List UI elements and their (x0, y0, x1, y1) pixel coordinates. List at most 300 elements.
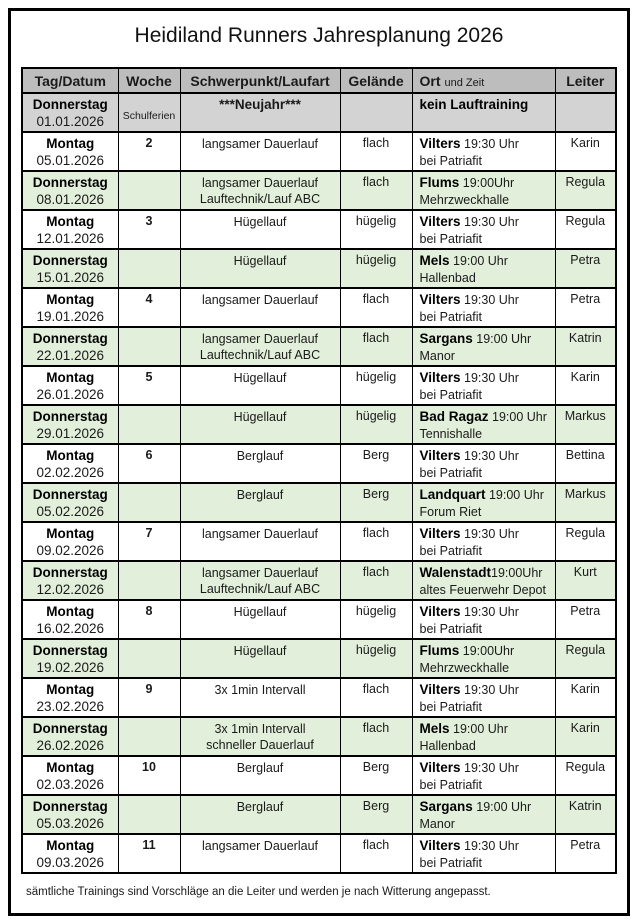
leader-cell (555, 93, 616, 132)
location-venue: bei Patriafit (419, 388, 483, 402)
terrain-label: flach (362, 721, 390, 735)
leader-label: Karin (570, 721, 600, 735)
location-cell (412, 795, 555, 834)
location-place: Vilters (419, 136, 461, 151)
page-title: Heidiland Runners Jahresplanung 2026 (134, 24, 504, 47)
day-label: Montag (46, 526, 95, 541)
leader-label: Karin (570, 370, 600, 384)
location-venue: altes Feuerwehr Depot (419, 583, 546, 597)
focus-cell (180, 249, 340, 288)
date-label: 23.02.2026 (36, 699, 105, 714)
table-row (22, 756, 616, 795)
location-cell (412, 717, 555, 756)
day-label: Donnerstag (32, 487, 108, 502)
location-venue: Hallenbad (419, 739, 476, 753)
location-line (420, 370, 552, 385)
leader-cell (555, 288, 616, 327)
day-date-cell (22, 210, 118, 249)
day-label: Montag (46, 214, 95, 229)
focus-line: langsamer Dauerlauf (201, 527, 319, 541)
focus-cell (180, 132, 340, 171)
location-place: Vilters (419, 604, 461, 619)
location-line (420, 604, 552, 619)
location-line (420, 448, 552, 463)
focus-line: langsamer Dauerlauf (201, 293, 319, 307)
location-time: 19:30 Uhr (460, 215, 519, 229)
date-label: 19.01.2026 (36, 309, 105, 324)
terrain-cell (340, 210, 412, 249)
day-date-cell (22, 288, 118, 327)
terrain-cell (340, 288, 412, 327)
location-line (420, 331, 552, 346)
leader-cell (555, 249, 616, 288)
location-place: Vilters (419, 214, 461, 229)
location-cell (412, 600, 555, 639)
week-cell (118, 93, 180, 132)
location-cell (412, 366, 555, 405)
date-label: 01.01.2026 (36, 114, 105, 129)
week-cell (118, 366, 180, 405)
leader-label: Kurt (573, 565, 597, 579)
location-time: 19:30 Uhr (460, 527, 519, 541)
focus-line: Lauftechnik/Lauf ABC (199, 582, 321, 596)
terrain-cell (340, 561, 412, 600)
col-header-ort-sub: und Zeit (444, 76, 485, 89)
location-time: 19:00Uhr (491, 566, 543, 580)
terrain-cell (340, 444, 412, 483)
day-date-cell (22, 834, 118, 873)
leader-cell (555, 405, 616, 444)
leader-cell (555, 717, 616, 756)
leader-label: Katrin (568, 799, 602, 813)
table-row (22, 327, 616, 366)
location-place: Vilters (419, 838, 461, 853)
terrain-cell (340, 405, 412, 444)
date-label: 05.02.2026 (36, 504, 105, 519)
day-date-cell (22, 522, 118, 561)
location-venue: bei Patriafit (419, 232, 483, 246)
location-venue: bei Patriafit (419, 778, 483, 792)
date-label: 19.02.2026 (36, 660, 105, 675)
location-time: 19:30 Uhr (460, 449, 519, 463)
table-row (22, 210, 616, 249)
col-header-woche: Woche (118, 68, 180, 93)
leader-cell (555, 756, 616, 795)
week-cell (118, 561, 180, 600)
day-date-cell (22, 678, 118, 717)
location-place: Sargans (419, 331, 473, 346)
day-date-cell (22, 600, 118, 639)
leader-label: Petra (570, 604, 601, 618)
terrain-label: Berg (362, 760, 390, 774)
location-line (420, 526, 552, 541)
terrain-label: flach (362, 526, 390, 540)
day-date-cell (22, 171, 118, 210)
day-date-cell (22, 561, 118, 600)
day-label: Montag (46, 292, 95, 307)
location-place: Vilters (419, 370, 461, 385)
location-venue: Mehrzweckhalle (419, 661, 510, 675)
date-label: 26.02.2026 (36, 738, 105, 753)
terrain-label: flach (362, 838, 390, 852)
focus-line: Hügellauf (233, 371, 287, 385)
location-cell (412, 756, 555, 795)
leader-cell (555, 483, 616, 522)
location-place: Flums (419, 643, 460, 658)
day-date-cell (22, 444, 118, 483)
terrain-cell (340, 171, 412, 210)
week-label: 7 (145, 526, 153, 540)
leader-label: Bettina (565, 448, 605, 462)
location-cell (412, 210, 555, 249)
location-line (420, 136, 552, 151)
terrain-cell (340, 639, 412, 678)
focus-cell (180, 288, 340, 327)
location-time: 19:00 Uhr (449, 722, 508, 736)
focus-line: Berglauf (236, 449, 284, 463)
leader-label: Karin (570, 136, 600, 150)
focus-line: langsamer Dauerlauf (201, 332, 319, 346)
focus-line: langsamer Dauerlauf (201, 566, 319, 580)
location-cell (412, 249, 555, 288)
focus-line: Berglauf (236, 761, 284, 775)
terrain-cell (340, 795, 412, 834)
date-label: 12.01.2026 (36, 231, 105, 246)
location-line (420, 682, 552, 697)
week-cell (118, 210, 180, 249)
week-cell (118, 756, 180, 795)
leader-label: Regula (565, 643, 606, 657)
focus-line: 3x 1min Intervall (214, 722, 306, 736)
header-row (22, 68, 616, 93)
location-line (420, 292, 552, 307)
table-row (22, 522, 616, 561)
location-cell (412, 93, 555, 132)
day-label: Montag (46, 760, 95, 775)
schedule-table-body (22, 93, 616, 873)
terrain-cell (340, 483, 412, 522)
location-time: 19:30 Uhr (460, 839, 519, 853)
location-line (420, 799, 552, 814)
schedule-table (21, 67, 617, 874)
week-cell (118, 639, 180, 678)
focus-cell (180, 795, 340, 834)
col-header-tag-datum: Tag/Datum (22, 68, 118, 93)
location-time: 19:30 Uhr (460, 137, 519, 151)
location-line (420, 838, 552, 853)
week-label: 10 (142, 760, 156, 774)
location-cell (412, 132, 555, 171)
focus-cell (180, 366, 340, 405)
week-cell (118, 483, 180, 522)
week-cell (118, 132, 180, 171)
leader-label: Regula (565, 214, 606, 228)
location-place: Vilters (419, 292, 461, 307)
terrain-label: Berg (362, 448, 390, 462)
week-cell (118, 834, 180, 873)
week-label: 9 (145, 682, 153, 696)
terrain-cell (340, 132, 412, 171)
focus-line: Hügellauf (233, 605, 287, 619)
leader-label: Regula (565, 526, 606, 540)
location-line (420, 214, 552, 229)
col-header-schwerpunkt: Schwerpunkt/Laufart (180, 68, 340, 93)
focus-line: Lauftechnik/Lauf ABC (199, 192, 321, 206)
day-label: Montag (46, 448, 95, 463)
table-row (22, 93, 616, 132)
col-header-gelaende: Gelände (340, 68, 412, 93)
week-label: 11 (142, 838, 156, 852)
location-time: 19:30 Uhr (460, 761, 519, 775)
location-cell (412, 522, 555, 561)
terrain-label: flach (362, 175, 390, 189)
leader-label: Karin (570, 682, 600, 696)
day-date-cell (22, 93, 118, 132)
terrain-cell (340, 327, 412, 366)
location-line (420, 565, 552, 580)
focus-cell (180, 756, 340, 795)
week-cell (118, 327, 180, 366)
focus-cell (180, 171, 340, 210)
day-label: Donnerstag (32, 799, 108, 814)
terrain-label: flach (362, 565, 390, 579)
table-row (22, 834, 616, 873)
location-line (420, 643, 552, 658)
focus-cell (180, 93, 340, 132)
location-time: 19:00 Uhr (488, 410, 547, 424)
location-time: 19:00 Uhr (449, 254, 508, 268)
location-line (420, 760, 552, 775)
date-label: 29.01.2026 (36, 426, 105, 441)
terrain-cell (340, 756, 412, 795)
location-place: Vilters (419, 448, 461, 463)
location-line (420, 409, 552, 424)
leader-cell (555, 210, 616, 249)
terrain-cell (340, 93, 412, 132)
location-venue: bei Patriafit (419, 154, 483, 168)
focus-line: Lauftechnik/Lauf ABC (199, 348, 321, 362)
terrain-label: hügelig (355, 370, 397, 384)
location-cell (412, 288, 555, 327)
week-cell (118, 522, 180, 561)
location-cell (412, 678, 555, 717)
location-place: Sargans (419, 799, 473, 814)
terrain-label: Berg (362, 487, 390, 501)
focus-line: schneller Dauerlauf (206, 738, 314, 752)
week-label: 6 (145, 448, 153, 462)
focus-line: langsamer Dauerlauf (201, 137, 319, 151)
date-label: 22.01.2026 (36, 348, 105, 363)
week-cell (118, 678, 180, 717)
location-venue: bei Patriafit (419, 310, 483, 324)
date-label: 15.01.2026 (36, 270, 105, 285)
day-date-cell (22, 366, 118, 405)
col-header-ort-zeit (412, 68, 555, 93)
terrain-label: flach (362, 136, 390, 150)
week-cell (118, 171, 180, 210)
focus-cell (180, 405, 340, 444)
day-label: Montag (46, 370, 95, 385)
day-date-cell (22, 756, 118, 795)
focus-cell (180, 327, 340, 366)
location-place: kein Lauftraining (419, 97, 529, 112)
table-row (22, 366, 616, 405)
day-label: Donnerstag (32, 565, 108, 580)
focus-line: Berglauf (236, 800, 284, 814)
leader-label: Markus (564, 409, 606, 423)
terrain-cell (340, 249, 412, 288)
terrain-cell (340, 366, 412, 405)
location-place: Vilters (419, 682, 461, 697)
day-label: Montag (46, 682, 95, 697)
day-label: Donnerstag (32, 721, 108, 736)
table-row (22, 444, 616, 483)
terrain-cell (340, 717, 412, 756)
week-cell (118, 249, 180, 288)
terrain-label: hügelig (355, 214, 397, 228)
day-label: Montag (46, 604, 95, 619)
location-venue: Mehrzweckhalle (419, 193, 510, 207)
week-cell (118, 288, 180, 327)
table-header (22, 68, 616, 93)
day-date-cell (22, 795, 118, 834)
col-header-leiter: Leiter (555, 68, 616, 93)
leader-label: Petra (570, 292, 601, 306)
focus-cell (180, 522, 340, 561)
table-row (22, 717, 616, 756)
day-label: Donnerstag (32, 643, 108, 658)
table-row (22, 561, 616, 600)
leader-cell (555, 366, 616, 405)
date-label: 09.03.2026 (36, 855, 105, 870)
week-label: 3 (145, 214, 153, 228)
week-cell (118, 405, 180, 444)
terrain-label: hügelig (355, 409, 397, 423)
day-date-cell (22, 717, 118, 756)
week-cell (118, 717, 180, 756)
location-venue: Manor (419, 817, 455, 831)
focus-cell (180, 639, 340, 678)
table-row (22, 483, 616, 522)
day-label: Donnerstag (32, 175, 108, 190)
table-row (22, 405, 616, 444)
location-cell (412, 561, 555, 600)
focus-line: ***Neujahr*** (219, 97, 301, 112)
focus-cell (180, 717, 340, 756)
focus-cell (180, 600, 340, 639)
day-label: Montag (46, 136, 95, 151)
date-label: 05.03.2026 (36, 816, 105, 831)
leader-label: Regula (565, 175, 606, 189)
leader-cell (555, 795, 616, 834)
focus-line: langsamer Dauerlauf (201, 176, 319, 190)
terrain-label: hügelig (355, 253, 397, 267)
location-line (420, 487, 552, 502)
focus-cell (180, 444, 340, 483)
focus-line: Hügellauf (233, 410, 287, 424)
location-time: 19:00 Uhr (485, 488, 544, 502)
location-place: Walenstadt (419, 565, 492, 580)
focus-cell (180, 561, 340, 600)
leader-cell (555, 561, 616, 600)
table-row (22, 171, 616, 210)
location-venue: Forum Riet (419, 505, 482, 519)
location-venue: bei Patriafit (419, 700, 483, 714)
location-place: Bad Ragaz (419, 409, 489, 424)
focus-line: Hügellauf (233, 254, 287, 268)
location-cell (412, 327, 555, 366)
week-cell (118, 444, 180, 483)
day-date-cell (22, 132, 118, 171)
location-time: 19:30 Uhr (460, 683, 519, 697)
page-frame (8, 8, 630, 916)
week-label: 2 (145, 136, 153, 150)
focus-cell (180, 483, 340, 522)
date-label: 05.01.2026 (36, 153, 105, 168)
table-row (22, 795, 616, 834)
table-row (22, 600, 616, 639)
location-cell (412, 171, 555, 210)
location-place: Vilters (419, 760, 461, 775)
location-time: 19:00 Uhr (472, 800, 532, 814)
week-label: 8 (145, 604, 153, 618)
table-row (22, 249, 616, 288)
leader-cell (555, 132, 616, 171)
location-time: 19:00 Uhr (472, 332, 532, 346)
location-line (420, 175, 552, 190)
leader-label: Markus (564, 487, 606, 501)
location-cell (412, 483, 555, 522)
table-row (22, 132, 616, 171)
footer-note: sämtliche Trainings sind Vorschläge an die Leiter und werden je nach Witterung angepasst. (26, 886, 491, 898)
leader-label: Petra (570, 253, 601, 267)
date-label: 26.01.2026 (36, 387, 105, 402)
table-row (22, 678, 616, 717)
day-label: Donnerstag (32, 409, 108, 424)
location-venue: bei Patriafit (419, 466, 483, 480)
leader-cell (555, 171, 616, 210)
terrain-cell (340, 834, 412, 873)
location-venue: Tennishalle (419, 427, 483, 441)
location-time: 19:00Uhr (459, 644, 515, 658)
location-place: Mels (419, 253, 450, 268)
location-place: Mels (419, 721, 450, 736)
focus-cell (180, 210, 340, 249)
date-label: 09.02.2026 (36, 543, 105, 558)
location-time: 19:30 Uhr (460, 605, 519, 619)
leader-cell (555, 327, 616, 366)
terrain-label: Berg (362, 799, 390, 813)
location-place: Landquart (419, 487, 486, 502)
day-label: Donnerstag (32, 253, 108, 268)
location-line (420, 97, 552, 112)
day-date-cell (22, 327, 118, 366)
terrain-label: flach (362, 292, 390, 306)
terrain-cell (340, 522, 412, 561)
date-label: 16.02.2026 (36, 621, 105, 636)
day-label: Donnerstag (32, 97, 108, 112)
focus-line: Berglauf (236, 488, 284, 502)
location-place: Flums (419, 175, 460, 190)
day-date-cell (22, 249, 118, 288)
day-label: Donnerstag (32, 331, 108, 346)
focus-line: langsamer Dauerlauf (201, 839, 319, 853)
terrain-label: flach (362, 331, 390, 345)
leader-cell (555, 522, 616, 561)
day-date-cell (22, 483, 118, 522)
location-cell (412, 405, 555, 444)
date-label: 08.01.2026 (36, 192, 105, 207)
